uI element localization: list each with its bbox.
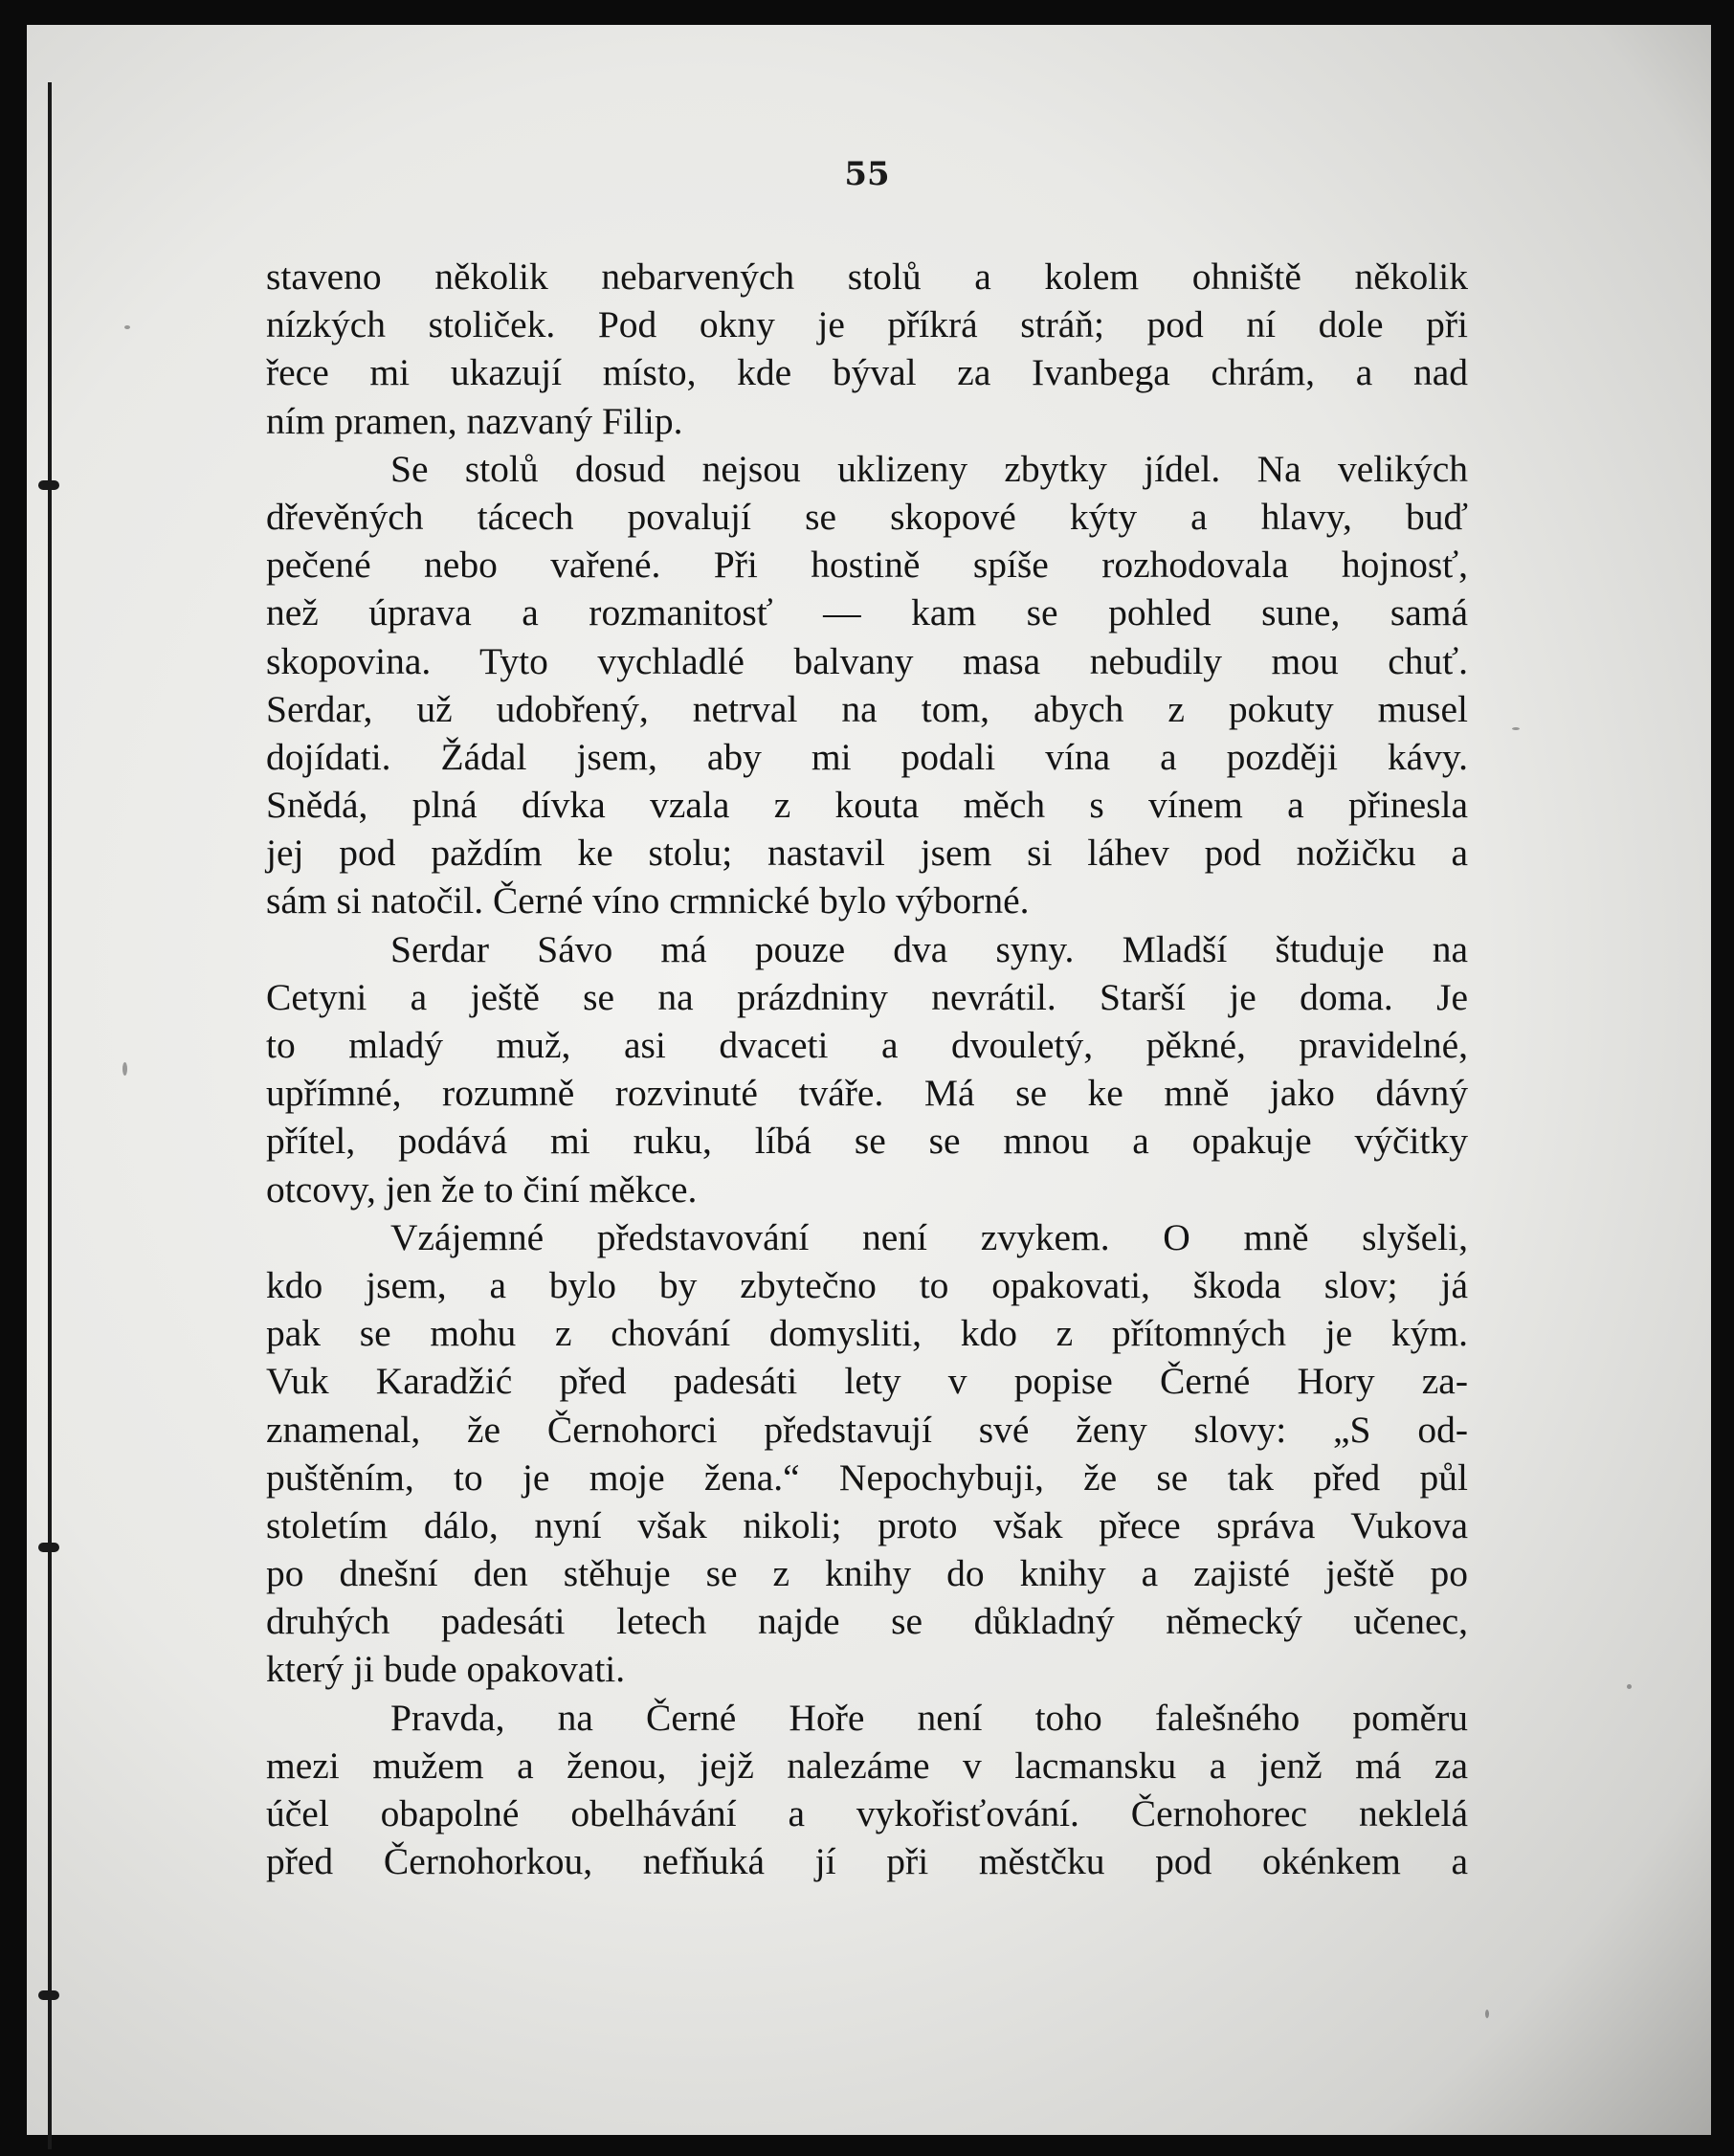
text-line: skopovina. Tyto vychladlé balvany masa nebudily mou chuť. xyxy=(266,639,1468,682)
text-line: znamenal, že Černohorci představují své ženy slovy: „S od- xyxy=(266,1408,1468,1451)
text-line: druhých padesáti letech najde se důkladný německý učenec, xyxy=(266,1600,1468,1643)
text-line: přítel, podává mi ruku, líbá se se mnou a opakuje výčitky xyxy=(266,1120,1468,1163)
text-line: upřímné, rozumně rozvinuté tváře. Má se ke mně jako dávný xyxy=(266,1072,1468,1115)
text-line: otcovy, jen že to činí měkce. xyxy=(266,1167,698,1211)
text-line: účel obapolné obelhávání a vykořisťování. Černohorec neklelá xyxy=(266,1792,1468,1834)
text-line: Se stolů dosud nejsou uklizeny zbytky jídel. Na velikých xyxy=(390,447,1468,490)
page-number: 55 xyxy=(844,155,890,193)
text-line: dojídati. Žádal jsem, aby mi podali vína a později kávy. xyxy=(266,735,1468,778)
text-line: po dnešní den stěhuje se z knihy do knihy a zajisté ještě po xyxy=(266,1552,1468,1595)
binding-stitch-mark xyxy=(38,1543,59,1552)
binding-stitch-mark xyxy=(38,480,59,490)
text-line: Serdar, už udobřený, netrval na tom, abych z pokuty musel xyxy=(266,687,1468,730)
text-line: Pravda, na Černé Hoře není toho falešného poměru xyxy=(390,1696,1468,1739)
paper-speck xyxy=(124,325,130,329)
text-line: sám si natočil. Černé víno crmnické bylo výborné. xyxy=(266,879,1030,922)
body-text xyxy=(266,253,1468,1885)
paper-speck xyxy=(1512,727,1520,730)
text-line: jej pod paždím ke stolu; nastavil jsem si láhev pod nožičku a xyxy=(266,832,1468,875)
binding-stitch-mark xyxy=(38,1990,59,2000)
text-line: Serdar Sávo má pouze dva syny. Mladší študuje na xyxy=(390,927,1468,970)
paper-speck xyxy=(122,1062,127,1076)
text-line: který ji bude opakovati. xyxy=(266,1648,626,1691)
paper-speck xyxy=(1485,2010,1489,2018)
text-line: Snědá, plná dívka vzala z kouta měch s vínem a přinesla xyxy=(266,784,1468,827)
text-line: staveno několik nebarvených stolů a kolem ohniště několik xyxy=(266,256,1468,298)
text-line: před Černohorkou, nefňuká jí při městčku pod okénkem a xyxy=(266,1840,1468,1883)
text-line: Vzájemné představování není zvykem. O mně slyšeli, xyxy=(390,1215,1468,1258)
text-line: stoletím dálo, nyní však nikoli; proto však přece správa Vukova xyxy=(266,1503,1468,1546)
text-line: nízkých stoliček. Pod okny je příkrá stráň; pod ní dole při xyxy=(266,303,1468,346)
text-line: Cetyni a ještě se na prázdniny nevrátil. Starší je doma. Je xyxy=(266,975,1468,1018)
text-line: pečené nebo vařené. Při hostině spíše rozhodovala hojnosť, xyxy=(266,544,1468,587)
text-line: dřevěných tácech povalují se skopové kýty a hlavy, buď xyxy=(266,495,1468,538)
text-line: mezi mužem a ženou, jejž nalezáme v lacmansku a jenž má za xyxy=(266,1744,1468,1787)
text-line: než úprava a rozmanitosť — kam se pohled sune, samá xyxy=(266,591,1468,634)
text-line: kdo jsem, a bylo by zbytečno to opakovati, škoda slov; já xyxy=(266,1263,1468,1306)
binding-edge xyxy=(48,82,52,2149)
paper-speck xyxy=(1627,1684,1632,1689)
text-line: Vuk Karadžić před padesáti lety v popise Černé Hory za- xyxy=(266,1360,1468,1403)
text-line: ním pramen, nazvaný Filip. xyxy=(266,399,683,442)
text-line: pak se mohu z chování domysliti, kdo z přítomných je kým. xyxy=(266,1312,1468,1355)
text-line: řece mi ukazují místo, kde býval za Ivanbega chrám, a nad xyxy=(266,351,1468,394)
text-line: puštěním, to je moje žena.“ Nepochybuji, že se tak před půl xyxy=(266,1456,1468,1499)
text-line: to mladý muž, asi dvaceti a dvouletý, pěkné, pravidelné, xyxy=(266,1024,1468,1066)
